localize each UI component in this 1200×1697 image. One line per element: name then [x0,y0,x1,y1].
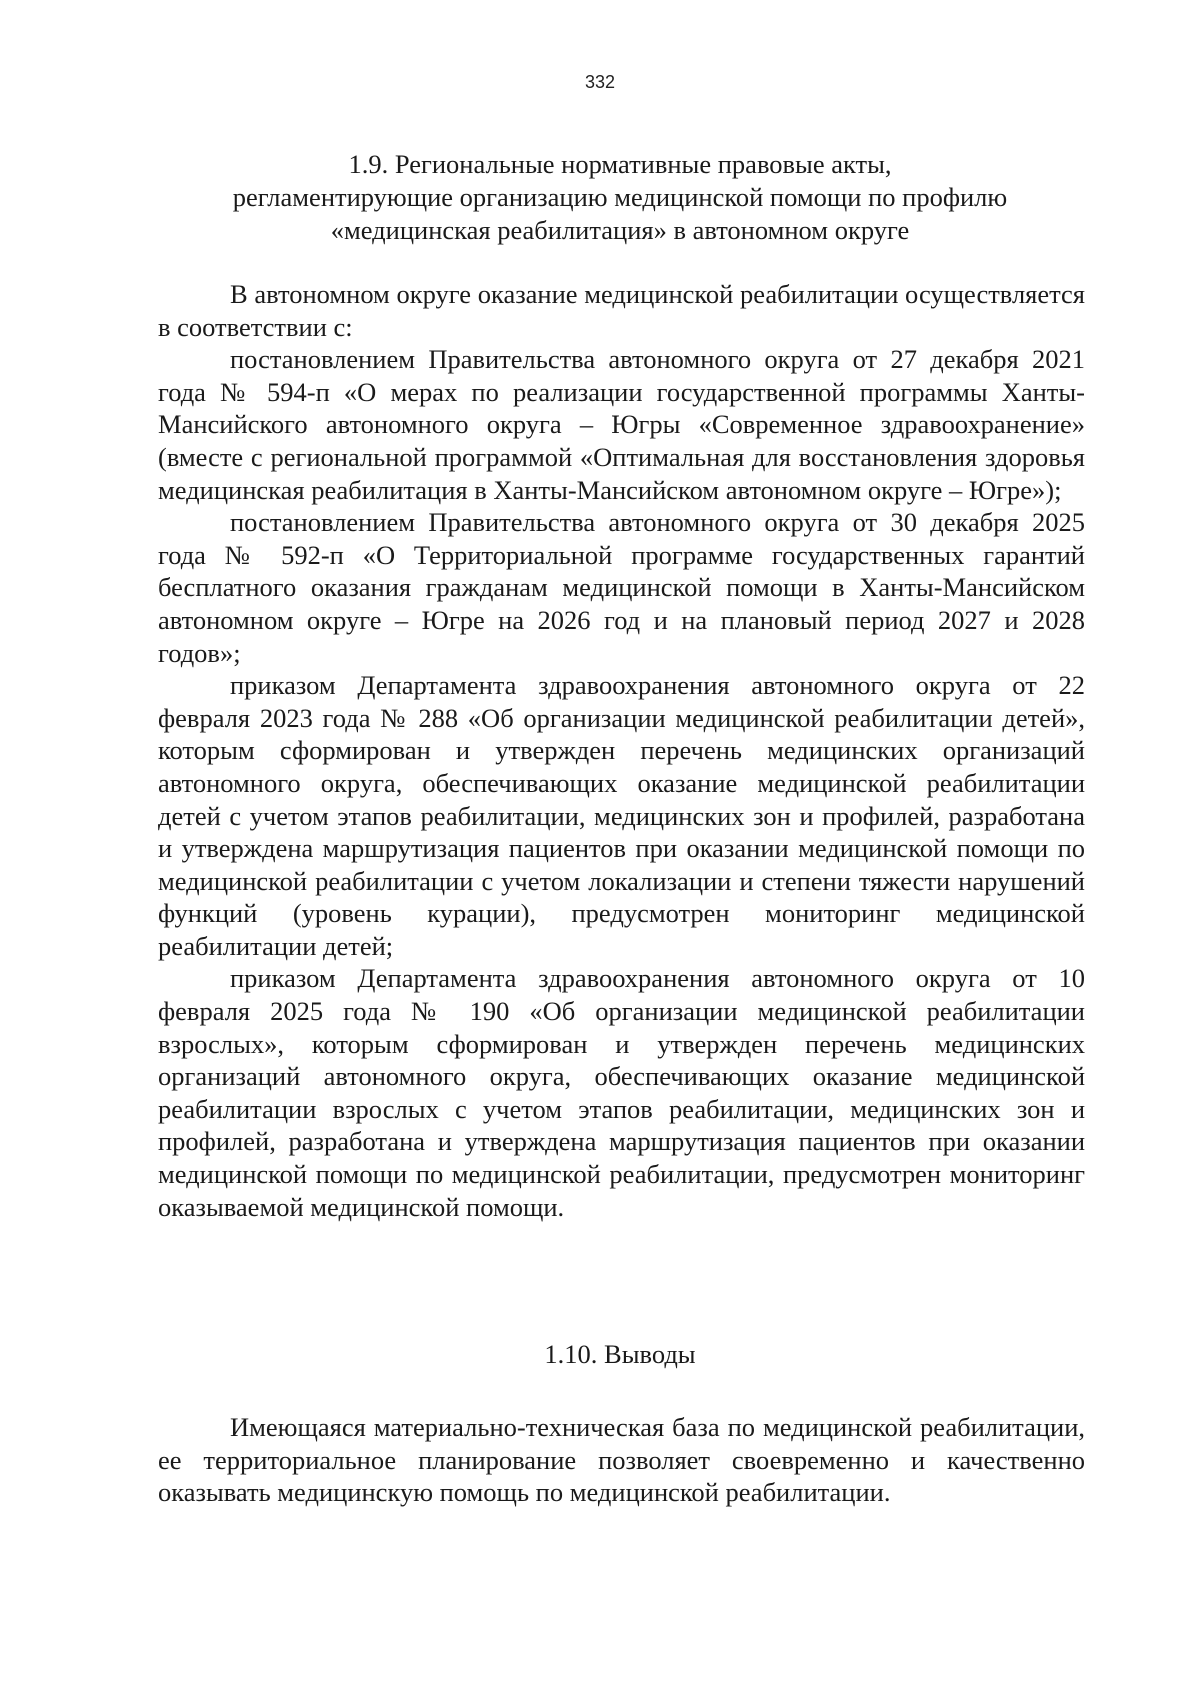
section-heading-1-9 [160,148,1080,247]
section-heading-1-10: 1.10. Выводы [544,1339,696,1369]
section-1-9-body [158,278,1085,1223]
heading-line: регламентирующие организацию медицинской помощи по профилю [232,182,1008,212]
heading-line: «медицинская реабилитация» в автономном округе [330,215,910,245]
page-number: 332 [584,72,616,92]
paragraph-order-190: приказом Департамента здравоохранения автономного округа от 10 февраля 2025 года № 190 «Об организации медицинской реабилитации взрослых», которым сформирован и утвержден перечень медицинских организаций автономного округа, обеспечивающих оказание медицинской реабилитации взрослых с учетом этапов реабилитации, медицинских зон и профилей, разработана и утверждена маршрутизация пациентов при оказании медицинской помощи по медицинской реабилитации, предусмотрен мониторинг оказываемой медицинской помощи. [158,963,1085,1222]
heading-line: 1.9. Региональные нормативные правовые акты, [348,149,892,179]
paragraph-intro: В автономном округе оказание медицинской реабилитации осуществляется в соответствии с: [158,279,1085,342]
paragraph-order-288: приказом Департамента здравоохранения автономного округа от 22 февраля 2023 года № 288 «Об организации медицинской реабилитации детей», которым сформирован и утвержден перечень медицинских организаций автономного округа, обеспечивающих оказание медицинской реабилитации детей с учетом этапов реабилитации, медицинских зон и профилей, разработана и утверждена маршрутизация пациентов при оказании медицинской помощи по медицинской реабилитации с учетом локализации и степени тяжести нарушений функций (уровень курации), предусмотрен мониторинг медицинской реабилитации детей; [158,670,1085,961]
paragraph-resolution-592: постановлением Правительства автономного округа от 30 декабря 2025 года № 592-п «О Территориальной программе государственных гарантий бесплатного оказания гражданам медицинской помощи в Ханты-Мансийском автономном округе – Югре на 2026 год и на плановый период 2027 и 2028 годов»; [158,507,1085,668]
paragraph-resolution-594: постановлением Правительства автономного округа от 27 декабря 2021 года № 594-п «О мерах по реализации государственной программы Ханты-Мансийского автономного округа – Югры «Современное здравоохранение» (вместе с региональной программой «Оптимальная для восстановления здоровья медицинская реабилитация в Ханты-Мансийском автономном округе – Югре»); [158,344,1085,505]
section-1-10-body [158,1411,1085,1509]
paragraph-conclusion: Имеющаяся материально-техническая база по медицинской реабилитации, ее территориальное планирование позволяет своевременно и качественно оказывать медицинскую помощь по медицинской реабилитации. [158,1412,1085,1508]
